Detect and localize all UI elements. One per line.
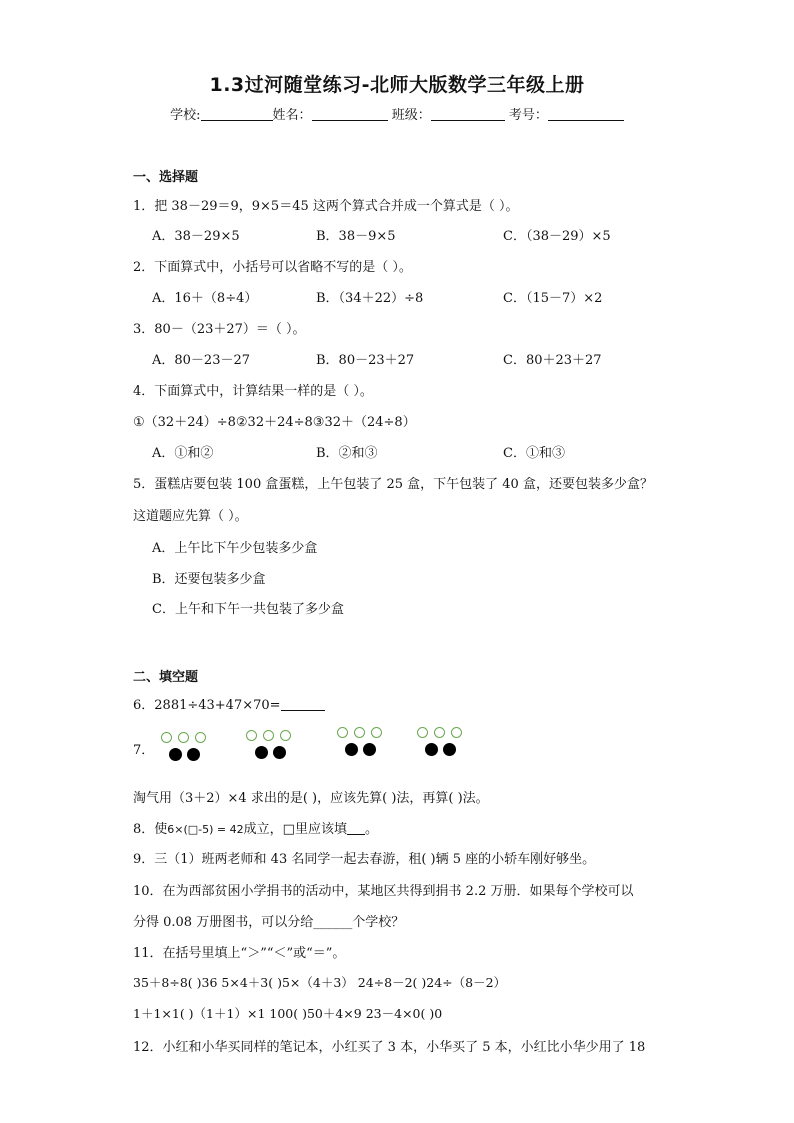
exam-no-blank[interactable] — [548, 106, 624, 121]
school-label: 学校: — [170, 108, 201, 123]
exam-no-label: 考号： — [508, 108, 548, 123]
question-4: 4．下面算式中，计算结果一样的是（ ）。 — [133, 384, 373, 399]
outline-circle — [354, 727, 365, 738]
outline-circle — [451, 727, 462, 738]
outline-circle — [417, 727, 428, 738]
q4-option-b[interactable]: B．②和③ — [316, 446, 378, 461]
q8-answer-blank[interactable] — [347, 821, 365, 835]
q2-option-c[interactable]: C．（15－7）×2 — [503, 291, 603, 306]
question-11: 11．在括号里填上“＞”“＜”或“＝”。 — [133, 946, 346, 961]
question-2: 2．下面算式中，小括号可以省略不写的是（ ）。 — [133, 260, 412, 275]
outline-circle — [434, 727, 445, 738]
q6-answer-blank[interactable] — [281, 697, 325, 711]
question-10-line-2: 分得 0.08 万册图书，可以分给______个学校？ — [133, 915, 405, 930]
question-1: 1．把 38－29＝9，9×5＝45 这两个算式合并成一个算式是（ ）。 — [133, 199, 519, 214]
q11-row-2: 1＋1×1( )（1＋1）×1 100( )50＋4×9 23－4×0( )0 — [133, 1006, 443, 1021]
filled-circle — [443, 743, 456, 756]
student-info-line — [0, 104, 794, 123]
q2-option-b[interactable]: B．（34＋22）÷8 — [316, 291, 424, 306]
outline-circle — [195, 732, 206, 743]
school-blank[interactable] — [201, 106, 273, 121]
filled-circle — [363, 743, 376, 756]
q4-expressions: ①（32＋24）÷8②32＋24÷8③32＋（24÷8） — [133, 415, 416, 430]
q5-option-c[interactable]: C．上午和下午一共包装了多少盒 — [152, 602, 344, 617]
q8-end: 。 — [364, 822, 378, 837]
q5-option-b[interactable]: B．还要包装多少盒 — [152, 572, 266, 587]
question-5-line-1: 5．蛋糕店要包装 100 盒蛋糕，上午包装了 25 盒，下午包装了 40 盒，还要包装多少盒？ — [133, 477, 653, 492]
q4-option-a[interactable]: A．①和② — [152, 446, 214, 461]
question-7-text: 淘气用（3＋2）×4 求出的是( )，应该先算( )法，再算( )法。 — [133, 791, 489, 806]
filled-circle — [425, 743, 438, 756]
filled-circle — [187, 748, 200, 761]
filled-circle — [273, 746, 286, 759]
outline-circle — [263, 730, 274, 741]
outline-circle — [161, 732, 172, 743]
q5-option-a[interactable]: A．上午比下午少包装多少盒 — [152, 541, 318, 556]
q1-option-b[interactable]: B．38－9×5 — [316, 229, 396, 244]
outline-circle — [178, 732, 189, 743]
q1-option-a[interactable]: A．38－29×5 — [152, 229, 240, 244]
name-label: 姓名： — [272, 108, 312, 123]
class-label: 班级： — [391, 108, 431, 123]
outline-circle — [246, 730, 257, 741]
question-6-text: 6．2881÷43+47×70= — [133, 698, 281, 713]
name-blank[interactable] — [312, 106, 388, 121]
q11-row-1: 35＋8÷8( )36 5×4＋3( )5×（4＋3） 24÷8－2( )24÷（8－2） — [133, 975, 507, 990]
question-8 — [133, 818, 378, 837]
q2-option-a[interactable]: A．16＋（8÷4） — [152, 291, 258, 306]
class-blank[interactable] — [431, 106, 505, 121]
q3-option-a[interactable]: A．80－23－27 — [152, 353, 251, 368]
filled-circle — [345, 743, 358, 756]
section-choice-heading: 一、选择题 — [133, 170, 199, 185]
q8-formula: 6×(□-5) = 42 — [167, 823, 244, 836]
outline-circle — [337, 727, 348, 738]
q8-prefix: 8．使 — [133, 822, 168, 837]
question-12: 12．小红和小华买同样的笔记本，小红买了 3 本，小华买了 5 本，小红比小华少用了 18 — [133, 1040, 646, 1055]
question-9: 9．三（1）班两老师和 43 名同学一起去春游，租( )辆 5 座的小轿车刚好够坐。 — [133, 852, 596, 867]
filled-circle — [169, 748, 182, 761]
question-7-number: 7． — [133, 743, 155, 758]
q3-option-b[interactable]: B．80－23＋27 — [316, 353, 415, 368]
q4-option-c[interactable]: C．①和③ — [503, 446, 565, 461]
question-6 — [133, 694, 325, 713]
outline-circle — [371, 727, 382, 738]
section-fill-heading: 二、填空题 — [133, 670, 199, 685]
question-10-line-1: 10．在为西部贫困小学捐书的活动中，某地区共得到捐书 2.2 万册．如果每个学校可以 — [133, 884, 634, 899]
q1-option-c[interactable]: C．（38－29）×5 — [503, 229, 611, 244]
outline-circle — [280, 730, 291, 741]
q8-suffix: 成立，□里应该填 — [243, 822, 347, 837]
page-title: 1.3过河随堂练习-北师大版数学三年级上册 — [209, 74, 585, 96]
q3-option-c[interactable]: C．80＋23＋27 — [503, 353, 602, 368]
question-5-line-2: 这道题应先算（ ）。 — [133, 509, 248, 524]
filled-circle — [255, 746, 268, 759]
question-3: 3．80－（23＋27）＝（ ）。 — [133, 322, 306, 337]
